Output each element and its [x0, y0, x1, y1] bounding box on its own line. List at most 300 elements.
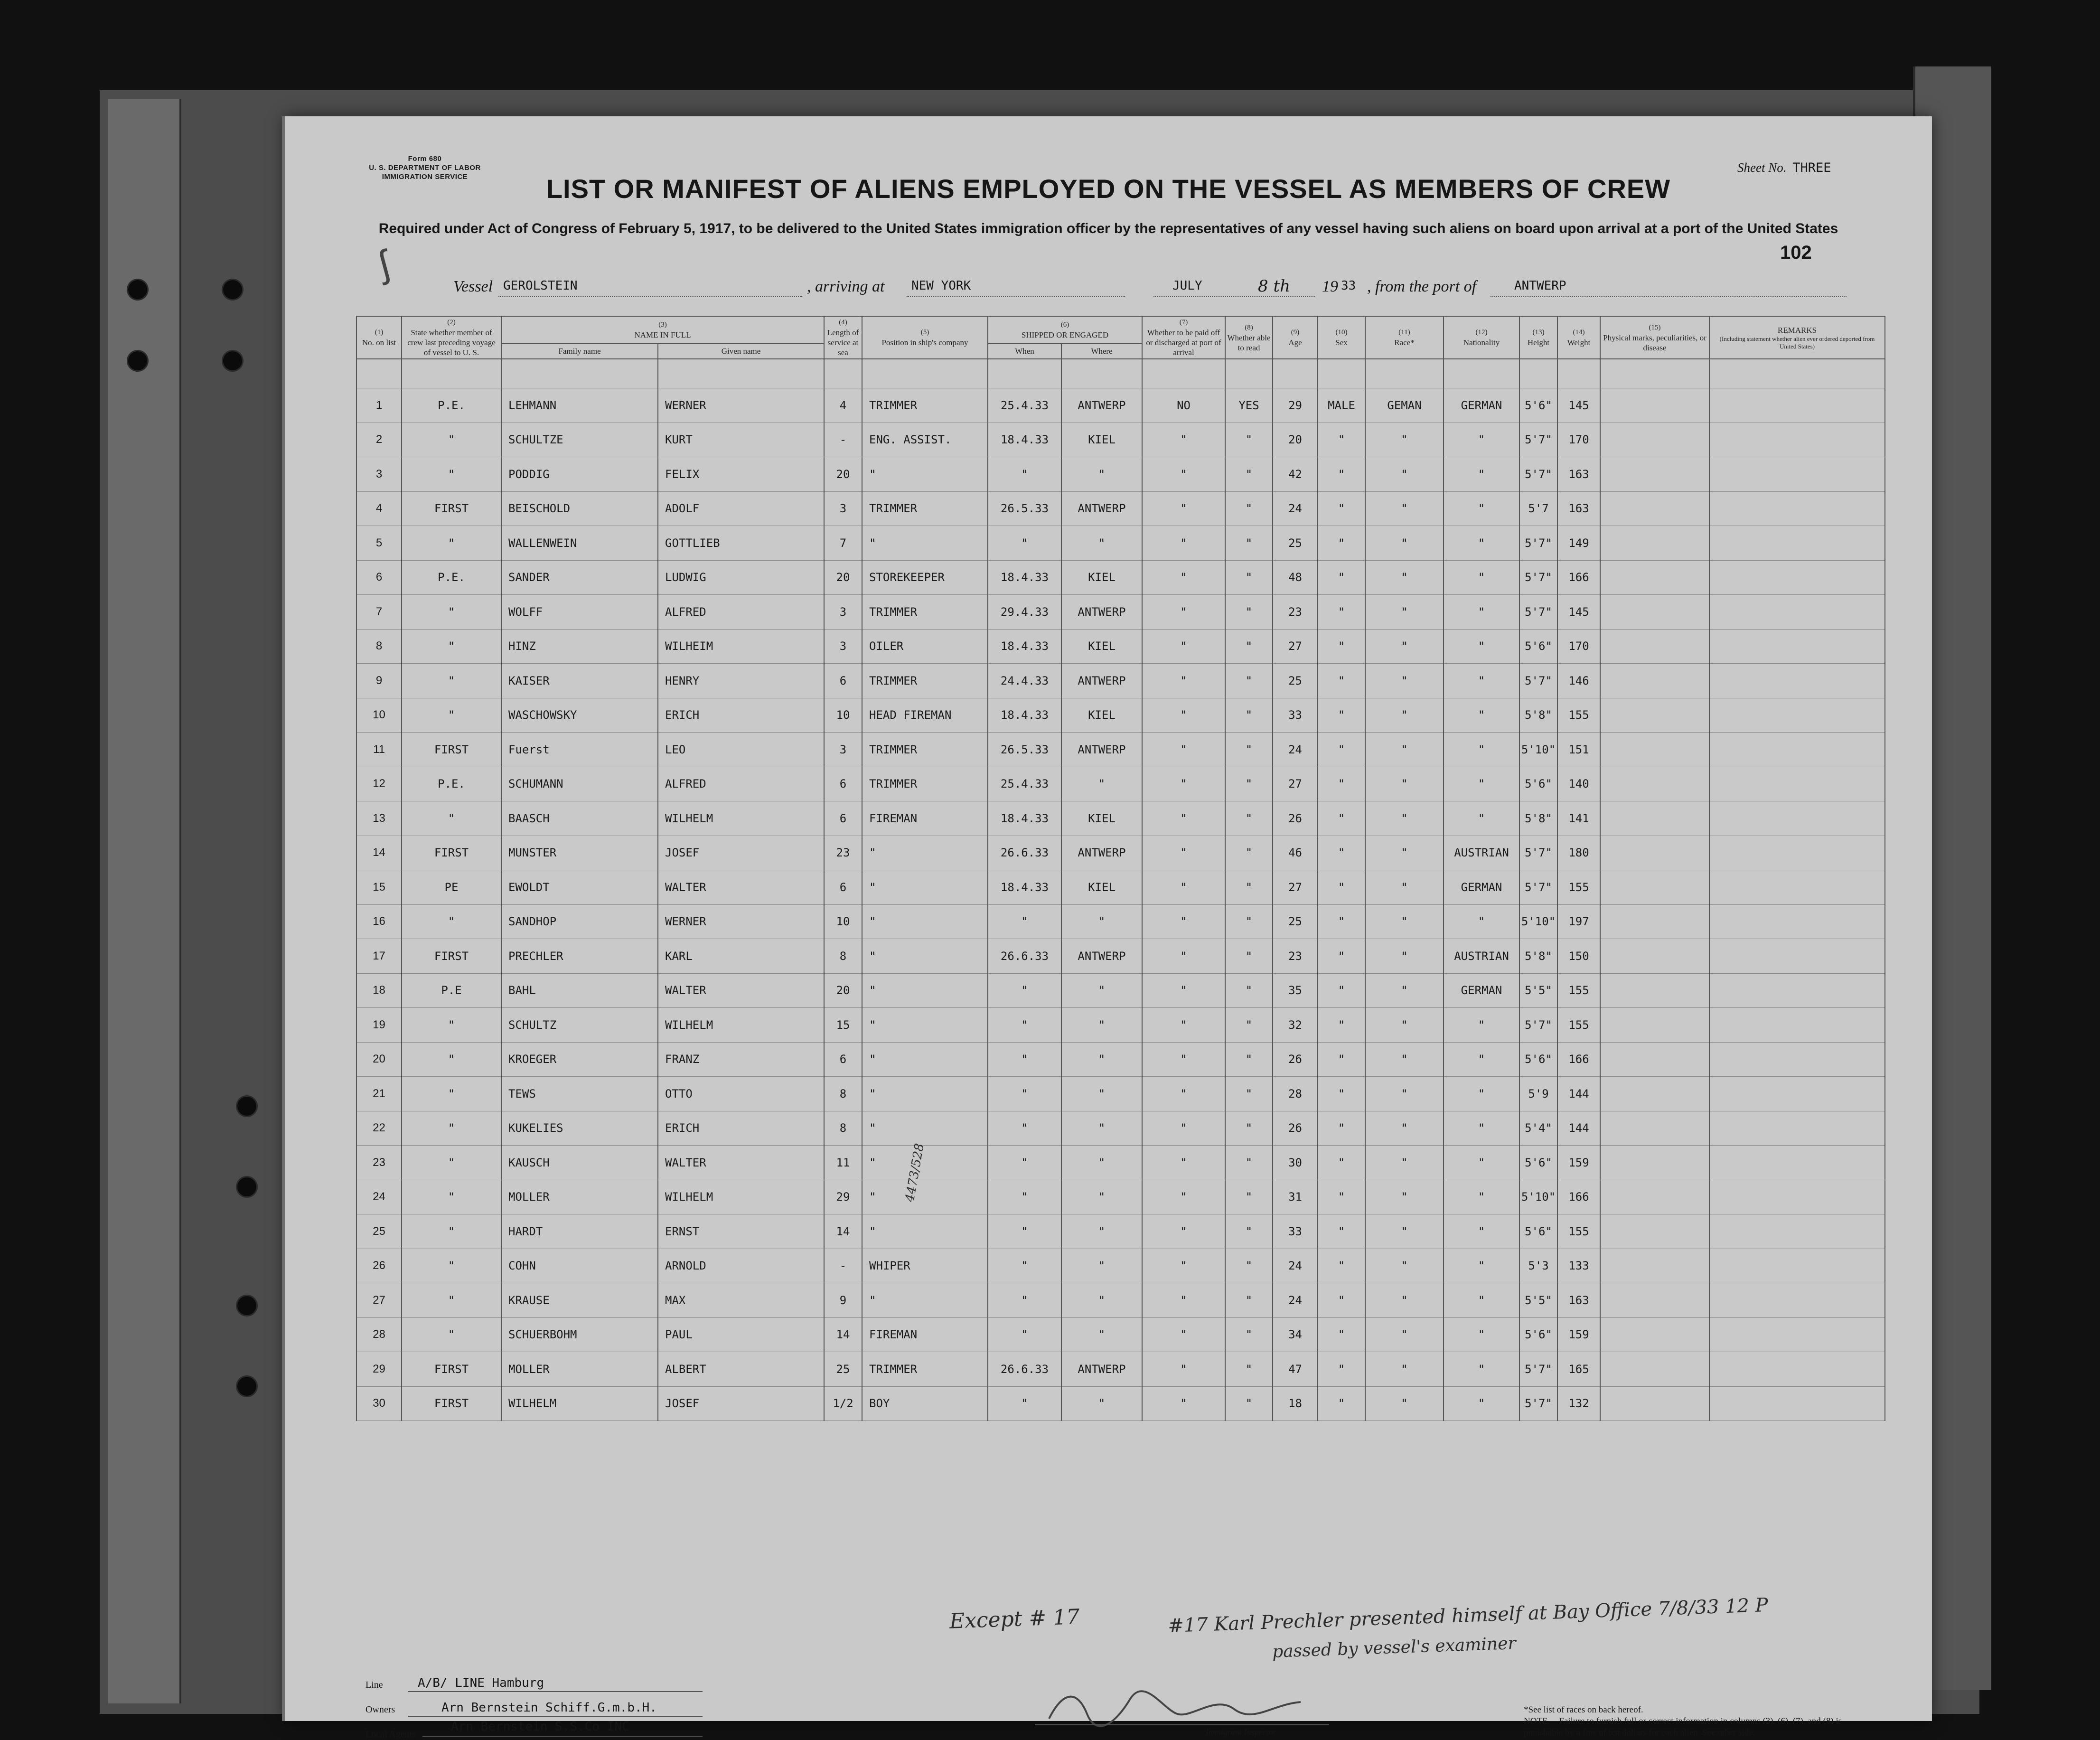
cell-position: ": [862, 1146, 988, 1180]
cell-weight: 151: [1557, 733, 1600, 767]
cell-race: ": [1365, 904, 1444, 939]
handwritten-mark: ʃ: [374, 242, 394, 285]
cell-when: ": [988, 457, 1061, 492]
cell-weight: 150: [1557, 939, 1600, 974]
cell-physical: [1600, 1042, 1709, 1077]
cell-when: ": [988, 1146, 1061, 1180]
cell-state: FIRST: [402, 1352, 501, 1387]
cell-remarks: [1709, 1077, 1885, 1111]
cell-weight: 146: [1557, 664, 1600, 698]
crew-row: [356, 629, 1885, 664]
cell-where: KIEL: [1061, 423, 1142, 457]
cell-sex: ": [1318, 1386, 1365, 1421]
cell-where: ANTWERP: [1061, 1352, 1142, 1387]
cell-age: 26: [1273, 1111, 1318, 1146]
cell-read: ": [1225, 664, 1273, 698]
cell-read: ": [1225, 1249, 1273, 1283]
cell-where: ANTWERP: [1061, 595, 1142, 630]
cell-position: ": [862, 1180, 988, 1214]
cell-where: KIEL: [1061, 870, 1142, 905]
cell-state: FIRST: [402, 939, 501, 974]
cell-age: 29: [1273, 388, 1318, 423]
cell-no: 5: [356, 526, 402, 561]
cell-length: 11: [824, 1146, 862, 1180]
line-value: A/B/ LINE Hamburg: [418, 1676, 544, 1690]
cell-weight: 163: [1557, 1283, 1600, 1318]
cell-nationality: GERMAN: [1444, 388, 1519, 423]
cell-height: 5'8": [1519, 939, 1557, 974]
crew-row: [356, 767, 1885, 801]
cell-age: 27: [1273, 767, 1318, 801]
cell-paid: ": [1142, 1042, 1225, 1077]
cell-given: WALTER: [658, 973, 824, 1008]
cell-weight: 155: [1557, 1008, 1600, 1043]
cell-family: KAISER: [501, 664, 658, 698]
port-underline: [907, 296, 1125, 297]
cell-nationality: ": [1444, 491, 1519, 526]
crew-row: [356, 1283, 1885, 1318]
from-port-label: , from the port of: [1367, 278, 1477, 295]
cell-given: WILHEIM: [658, 629, 824, 664]
cell-physical: [1600, 1352, 1709, 1387]
cell-physical: [1600, 870, 1709, 905]
cell-paid: ": [1142, 491, 1225, 526]
cell-where: ANTWERP: [1061, 836, 1142, 870]
cell-age: 24: [1273, 491, 1318, 526]
cell-given: HENRY: [658, 664, 824, 698]
cell-when: 26.6.33: [988, 836, 1061, 870]
cell-given: FRANZ: [658, 1042, 824, 1077]
cell-race: ": [1365, 1180, 1444, 1214]
cell-remarks: [1709, 836, 1885, 870]
cell-no: 16: [356, 904, 402, 939]
cell-nationality: ": [1444, 698, 1519, 733]
cell-race: ": [1365, 595, 1444, 630]
agents-value: Arn Bernstein S.S.Co INC: [451, 1720, 629, 1734]
crew-row: [356, 1180, 1885, 1214]
form-number: Form 680: [408, 155, 442, 163]
cell-read: ": [1225, 560, 1273, 595]
cell-family: KROEGER: [501, 1042, 658, 1077]
cell-family: KAUSCH: [501, 1146, 658, 1180]
cell-nationality: GERMAN: [1444, 973, 1519, 1008]
cell-state: ": [402, 457, 501, 492]
crew-row: [356, 1214, 1885, 1249]
cell-remarks: [1709, 664, 1885, 698]
cell-family: MOLLER: [501, 1180, 658, 1214]
cell-paid: ": [1142, 1077, 1225, 1111]
cell-height: 5'7": [1519, 423, 1557, 457]
cell-where: ": [1061, 973, 1142, 1008]
cell-paid: ": [1142, 973, 1225, 1008]
cell-family: KRAUSE: [501, 1283, 658, 1318]
cell-paid: ": [1142, 1214, 1225, 1249]
cell-state: ": [402, 1180, 501, 1214]
cell-state: ": [402, 1111, 501, 1146]
cell-race: ": [1365, 457, 1444, 492]
cell-no: 7: [356, 595, 402, 630]
cell-height: 5'6": [1519, 1146, 1557, 1180]
cell-remarks: [1709, 733, 1885, 767]
cell-given: WILHELM: [658, 1008, 824, 1043]
cell-length: 15: [824, 1008, 862, 1043]
cell-position: ": [862, 526, 988, 561]
cell-read: ": [1225, 1111, 1273, 1146]
cell-position: WHIPER: [862, 1249, 988, 1283]
cell-sex: ": [1318, 973, 1365, 1008]
cell-weight: 144: [1557, 1111, 1600, 1146]
cell-when: 26.6.33: [988, 939, 1061, 974]
cell-remarks: [1709, 1146, 1885, 1180]
cell-physical: [1600, 1283, 1709, 1318]
cell-remarks: [1709, 698, 1885, 733]
cell-when: 26.5.33: [988, 491, 1061, 526]
cell-age: 31: [1273, 1180, 1318, 1214]
cell-paid: ": [1142, 836, 1225, 870]
cell-family: PODDIG: [501, 457, 658, 492]
inspector-underline: [1035, 1724, 1329, 1725]
cell-weight: 145: [1557, 388, 1600, 423]
cell-remarks: [1709, 1214, 1885, 1249]
cell-when: ": [988, 1386, 1061, 1421]
cell-where: ANTWERP: [1061, 733, 1142, 767]
cell-position: STOREKEEPER: [862, 560, 988, 595]
cell-paid: ": [1142, 767, 1225, 801]
cell-read: ": [1225, 491, 1273, 526]
cell-remarks: [1709, 1317, 1885, 1352]
cell-given: WILHELM: [658, 1180, 824, 1214]
col-height-header: (13) Height: [1519, 316, 1557, 359]
except-note: Except # 17: [949, 1605, 1080, 1634]
cell-family: WOLFF: [501, 595, 658, 630]
cell-read: ": [1225, 423, 1273, 457]
cell-length: 3: [824, 629, 862, 664]
cell-read: ": [1225, 1042, 1273, 1077]
cell-given: KURT: [658, 423, 824, 457]
cell-family: SANDHOP: [501, 904, 658, 939]
cell-age: 33: [1273, 1214, 1318, 1249]
cell-state: FIRST: [402, 491, 501, 526]
cell-weight: 149: [1557, 526, 1600, 561]
cell-where: ANTWERP: [1061, 388, 1142, 423]
col-family-header: Family name: [501, 344, 658, 359]
cell-age: 25: [1273, 526, 1318, 561]
cell-no: 29: [356, 1352, 402, 1387]
races-note: *See list of races on back hereof.: [1524, 1705, 1643, 1715]
cell-sex: ": [1318, 629, 1365, 664]
cell-length: -: [824, 423, 862, 457]
cell-family: KUKELIES: [501, 1111, 658, 1146]
cell-length: -: [824, 1249, 862, 1283]
cell-physical: [1600, 457, 1709, 492]
line-underline: [408, 1691, 703, 1692]
cell-length: 20: [824, 457, 862, 492]
cell-given: JOSEF: [658, 1386, 824, 1421]
cell-weight: 155: [1557, 698, 1600, 733]
cell-length: 8: [824, 1111, 862, 1146]
cell-length: 7: [824, 526, 862, 561]
cell-when: ": [988, 1042, 1061, 1077]
cell-no: 14: [356, 836, 402, 870]
cell-age: 24: [1273, 733, 1318, 767]
punch-hole: [237, 1296, 256, 1315]
cell-sex: ": [1318, 1180, 1365, 1214]
cell-physical: [1600, 1111, 1709, 1146]
cell-height: 5'10": [1519, 904, 1557, 939]
cell-nationality: ": [1444, 457, 1519, 492]
cell-weight: 159: [1557, 1317, 1600, 1352]
crew-row: [356, 939, 1885, 974]
cell-nationality: ": [1444, 1283, 1519, 1318]
cell-race: ": [1365, 629, 1444, 664]
cell-when: 18.4.33: [988, 560, 1061, 595]
cell-position: TRIMMER: [862, 1352, 988, 1387]
cell-where: ": [1061, 1111, 1142, 1146]
cell-nationality: ": [1444, 733, 1519, 767]
cell-physical: [1600, 1146, 1709, 1180]
cell-no: 26: [356, 1249, 402, 1283]
cell-weight: 170: [1557, 629, 1600, 664]
cell-paid: ": [1142, 1386, 1225, 1421]
cell-physical: [1600, 801, 1709, 836]
cell-physical: [1600, 1214, 1709, 1249]
punch-hole: [223, 280, 242, 299]
cell-read: ": [1225, 1146, 1273, 1180]
cell-age: 26: [1273, 801, 1318, 836]
page-number: 102: [1780, 242, 1812, 263]
crew-row: [356, 491, 1885, 526]
cell-when: ": [988, 1180, 1061, 1214]
cell-state: ": [402, 1214, 501, 1249]
cell-race: ": [1365, 664, 1444, 698]
cell-remarks: [1709, 1042, 1885, 1077]
cell-read: ": [1225, 801, 1273, 836]
col-shipped-header: (6) SHIPPED OR ENGAGED: [988, 316, 1142, 344]
cell-age: 27: [1273, 870, 1318, 905]
cell-when: 18.4.33: [988, 423, 1061, 457]
cell-paid: ": [1142, 629, 1225, 664]
cell-remarks: [1709, 1249, 1885, 1283]
cell-read: ": [1225, 904, 1273, 939]
cell-position: OILER: [862, 629, 988, 664]
cell-position: BOY: [862, 1386, 988, 1421]
cell-paid: ": [1142, 457, 1225, 492]
crew-row: [356, 388, 1885, 423]
cell-height: 5'6": [1519, 629, 1557, 664]
cell-given: KARL: [658, 939, 824, 974]
cell-given: ALFRED: [658, 767, 824, 801]
cell-sex: ": [1318, 698, 1365, 733]
cell-length: 29: [824, 1180, 862, 1214]
col-position-header: (5) Position in ship's company: [862, 316, 988, 359]
cell-height: 5'7": [1519, 1008, 1557, 1043]
cell-race: ": [1365, 733, 1444, 767]
arriving-label: , arriving at: [807, 278, 885, 295]
cell-read: ": [1225, 1214, 1273, 1249]
cell-paid: NO: [1142, 388, 1225, 423]
cell-when: ": [988, 1283, 1061, 1318]
cell-when: ": [988, 1008, 1061, 1043]
cell-age: 46: [1273, 836, 1318, 870]
cell-read: ": [1225, 836, 1273, 870]
cell-weight: 165: [1557, 1352, 1600, 1387]
cell-age: 33: [1273, 698, 1318, 733]
cell-length: 4: [824, 388, 862, 423]
cell-where: ": [1061, 904, 1142, 939]
cell-age: 28: [1273, 1077, 1318, 1111]
cell-no: 24: [356, 1180, 402, 1214]
cell-physical: [1600, 836, 1709, 870]
col-age-header: (9) Age: [1273, 316, 1318, 359]
cell-state: ": [402, 526, 501, 561]
cell-state: P.E.: [402, 560, 501, 595]
document-subtitle: Required under Act of Congress of February 5, 1917, to be delivered to the United States immigration officer by the representatives of any vessel having such aliens on board upon arrival at a port of the United States: [378, 221, 1838, 236]
cell-nationality: ": [1444, 526, 1519, 561]
cell-sex: ": [1318, 904, 1365, 939]
crew-row: [356, 1352, 1885, 1387]
cell-where: ": [1061, 1146, 1142, 1180]
cell-height: 5'7": [1519, 1386, 1557, 1421]
cell-sex: ": [1318, 767, 1365, 801]
cell-remarks: [1709, 595, 1885, 630]
vessel-underline: [498, 296, 802, 297]
cell-length: 23: [824, 836, 862, 870]
cell-state: P.E.: [402, 388, 501, 423]
cell-physical: [1600, 733, 1709, 767]
cell-state: ": [402, 1008, 501, 1043]
agents-underline: [422, 1736, 703, 1737]
cell-nationality: ": [1444, 595, 1519, 630]
cell-physical: [1600, 1180, 1709, 1214]
cell-physical: [1600, 767, 1709, 801]
cell-paid: ": [1142, 1146, 1225, 1180]
cell-no: 28: [356, 1317, 402, 1352]
cell-state: P.E: [402, 973, 501, 1008]
cell-nationality: ": [1444, 1249, 1519, 1283]
cell-weight: 155: [1557, 870, 1600, 905]
row11-note: 4473/528: [902, 1142, 927, 1203]
cell-weight: 163: [1557, 491, 1600, 526]
cell-height: 5'10": [1519, 733, 1557, 767]
cell-length: 14: [824, 1317, 862, 1352]
col-state-header: (2) State whether member of crew last preceding voyage of vessel to U. S.: [402, 316, 501, 359]
cell-height: 5'6": [1519, 1042, 1557, 1077]
cell-family: SCHUERBOHM: [501, 1317, 658, 1352]
cell-no: 13: [356, 801, 402, 836]
cell-family: BAASCH: [501, 801, 658, 836]
cell-remarks: [1709, 1008, 1885, 1043]
crew-row: [356, 423, 1885, 457]
cell-weight: 140: [1557, 767, 1600, 801]
cell-height: 5'7": [1519, 560, 1557, 595]
cell-read: ": [1225, 457, 1273, 492]
punch-hole: [128, 280, 147, 299]
cell-race: ": [1365, 491, 1444, 526]
cell-remarks: [1709, 1386, 1885, 1421]
cell-nationality: ": [1444, 1146, 1519, 1180]
cell-no: 2: [356, 423, 402, 457]
cell-length: 8: [824, 939, 862, 974]
cell-state: ": [402, 801, 501, 836]
cell-physical: [1600, 664, 1709, 698]
cell-state: FIRST: [402, 733, 501, 767]
cell-physical: [1600, 904, 1709, 939]
cell-paid: ": [1142, 1111, 1225, 1146]
col-physical-header: (15) Physical marks, peculiarities, or disease: [1600, 316, 1709, 359]
cell-sex: ": [1318, 526, 1365, 561]
cell-weight: 144: [1557, 1077, 1600, 1111]
cell-weight: 163: [1557, 457, 1600, 492]
cell-length: 6: [824, 767, 862, 801]
cell-race: ": [1365, 1386, 1444, 1421]
cell-remarks: [1709, 1111, 1885, 1146]
cell-physical: [1600, 1077, 1709, 1111]
cell-given: JOSEF: [658, 836, 824, 870]
col-read-header: (8) Whether able to read: [1225, 316, 1273, 359]
cell-position: ": [862, 1214, 988, 1249]
cell-position: ": [862, 870, 988, 905]
cell-where: ": [1061, 1180, 1142, 1214]
col-given-header: Given name: [658, 344, 824, 359]
cell-nationality: ": [1444, 1386, 1519, 1421]
cell-remarks: [1709, 457, 1885, 492]
cell-family: SANDER: [501, 560, 658, 595]
cell-no: 8: [356, 629, 402, 664]
cell-length: 20: [824, 973, 862, 1008]
cell-age: 27: [1273, 629, 1318, 664]
department: U. S. DEPARTMENT OF LABOR: [369, 164, 481, 172]
cell-when: 18.4.33: [988, 698, 1061, 733]
cell-family: HINZ: [501, 629, 658, 664]
cell-position: ": [862, 457, 988, 492]
cell-when: ": [988, 526, 1061, 561]
cell-physical: [1600, 1008, 1709, 1043]
cell-where: KIEL: [1061, 560, 1142, 595]
cell-when: 18.4.33: [988, 629, 1061, 664]
cell-no: 12: [356, 767, 402, 801]
cell-state: ": [402, 1077, 501, 1111]
cell-race: ": [1365, 560, 1444, 595]
cell-sex: ": [1318, 1214, 1365, 1249]
manifest-sheet: [285, 116, 1932, 1740]
col-weight-header: (14) Weight: [1557, 316, 1600, 359]
owners-underline: [408, 1716, 703, 1717]
cell-race: ": [1365, 870, 1444, 905]
cell-sex: MALE: [1318, 388, 1365, 423]
cell-height: 5'8": [1519, 801, 1557, 836]
cell-read: ": [1225, 1283, 1273, 1318]
cell-given: OTTO: [658, 1077, 824, 1111]
cell-family: LEHMANN: [501, 388, 658, 423]
cell-where: ": [1061, 1317, 1142, 1352]
col-nationality-header: (12) Nationality: [1444, 316, 1519, 359]
cell-read: ": [1225, 1008, 1273, 1043]
cell-position: ": [862, 1042, 988, 1077]
cell-age: 30: [1273, 1146, 1318, 1180]
crew-row: [356, 1077, 1885, 1111]
cell-height: 5'3: [1519, 1249, 1557, 1283]
cell-state: ": [402, 664, 501, 698]
cell-weight: 166: [1557, 560, 1600, 595]
cell-where: ": [1061, 526, 1142, 561]
cell-race: ": [1365, 1146, 1444, 1180]
cell-length: 6: [824, 870, 862, 905]
cell-position: ": [862, 904, 988, 939]
cell-no: 21: [356, 1077, 402, 1111]
cell-family: SCHULTZE: [501, 423, 658, 457]
cell-state: PE: [402, 870, 501, 905]
cell-length: 3: [824, 491, 862, 526]
